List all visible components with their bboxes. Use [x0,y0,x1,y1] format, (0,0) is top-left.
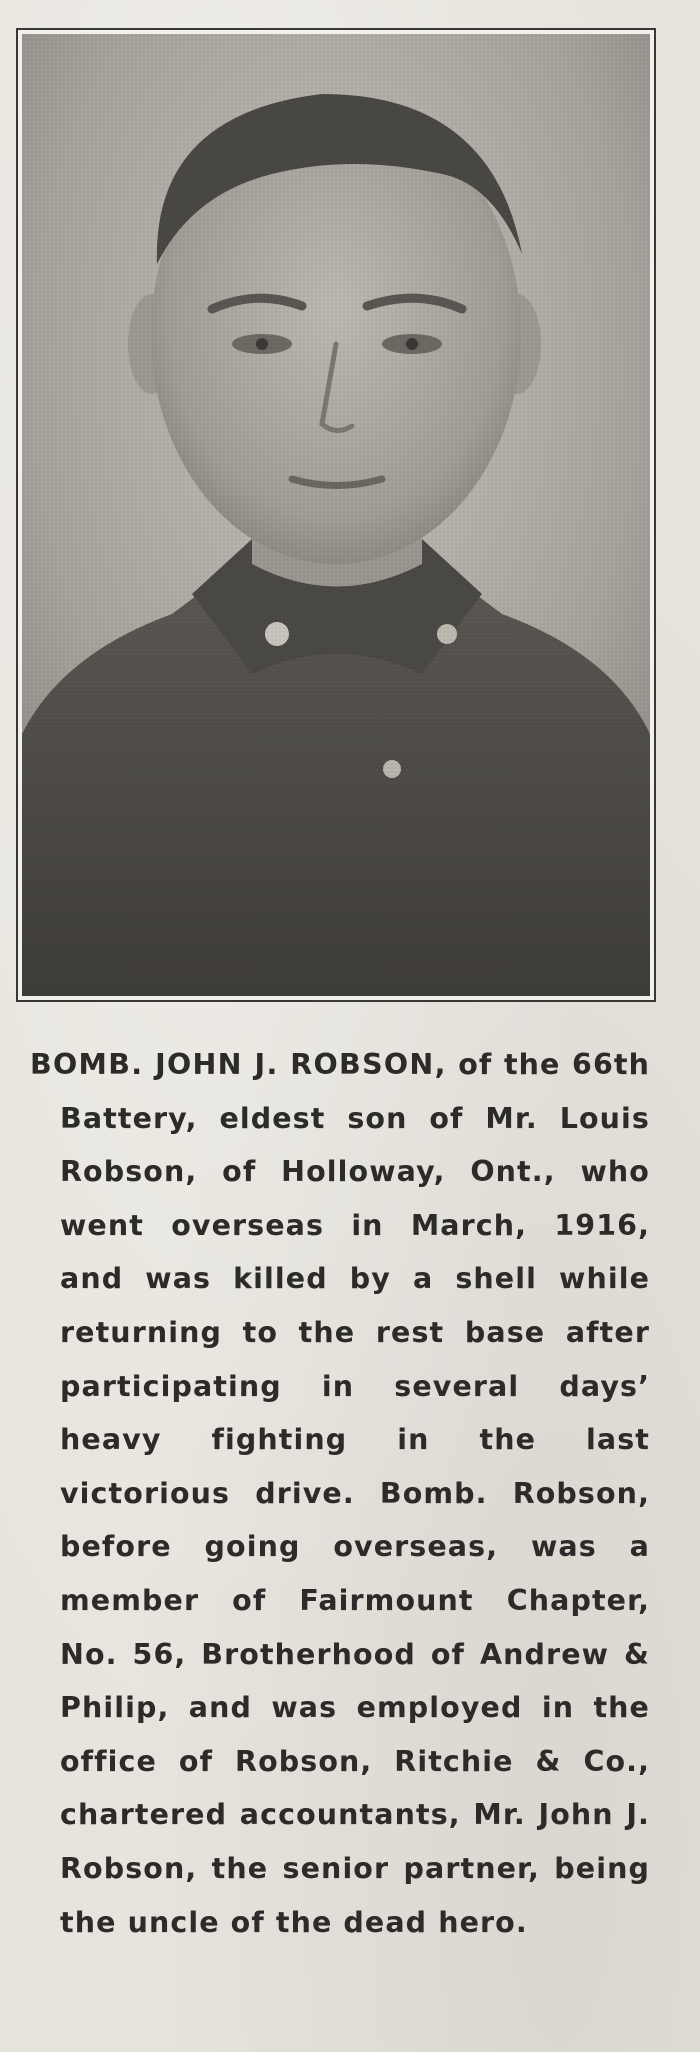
soldier-name: BOMB. JOHN J. ROBSON, [30,1048,447,1081]
caption-body: of the 66th Battery, eldest son of Mr. Louis Robson, of Holloway, Ont., who went overseas in March, 1916, and was killed by a shell while returning to the rest base after participating in several days’ heavy fighting in the last victorious drive. Bomb. Robson, before going overseas, was a member of Fairmount Chapter, No. 56, Brotherhood of Andrew & Philip, and was employed in the office of Robson, Ritchie & Co., chartered accountants, Mr. John J. Robson, the senior partner, being the uncle of the dead hero. [60,1048,650,1939]
soldier-portrait-photo [22,34,650,996]
portrait-frame [16,28,656,1002]
obituary-caption [30,1038,650,1949]
